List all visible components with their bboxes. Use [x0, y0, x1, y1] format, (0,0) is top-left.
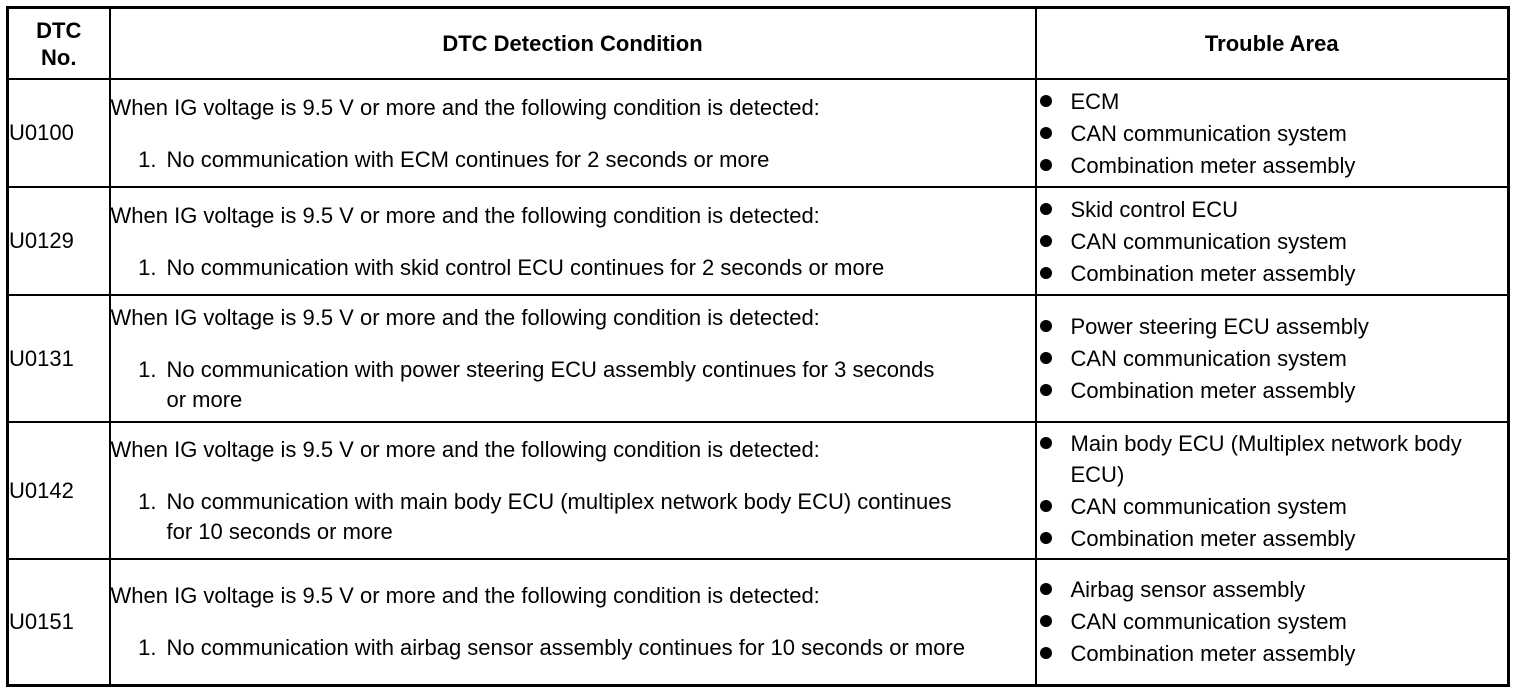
condition-item — [111, 487, 1035, 547]
trouble-area-item: ECM — [1070, 88, 1120, 114]
list-item — [1037, 375, 1508, 406]
trouble-area-item: CAN communication system — [1070, 609, 1347, 635]
trouble-area-item: CAN communication system — [1070, 493, 1347, 519]
trouble-area-list — [1037, 311, 1508, 406]
trouble-area — [1036, 79, 1509, 187]
condition-intro: When IG voltage is 9.5 V or more and the following condition is detected: — [110, 202, 820, 228]
trouble-area-item: CAN communication system — [1070, 120, 1347, 146]
condition-item-number: 1. — [138, 489, 157, 514]
header-trouble-area: Trouble Area — [1036, 8, 1509, 80]
dtc-code: U0129 — [8, 187, 110, 295]
list-item — [1037, 428, 1508, 490]
list-item — [1037, 638, 1508, 669]
bullet-icon — [1040, 647, 1052, 659]
trouble-area-item: Skid control ECU — [1070, 196, 1239, 222]
trouble-area-item: Combination meter assembly — [1070, 525, 1356, 551]
list-item — [1037, 194, 1508, 225]
trouble-area-item: Airbag sensor assembly — [1070, 577, 1306, 603]
trouble-area — [1036, 559, 1509, 685]
table-row — [8, 422, 1509, 559]
list-item — [1037, 574, 1508, 605]
list-item — [1037, 343, 1508, 374]
table-row — [8, 295, 1509, 422]
trouble-area — [1036, 422, 1509, 559]
trouble-area — [1036, 187, 1509, 295]
header-detection-condition: DTC Detection Condition — [110, 8, 1036, 80]
trouble-area-list — [1037, 194, 1508, 289]
condition-item-text: No communication with skid control ECU continues for 2 seconds or more — [166, 254, 885, 280]
condition-item-number: 1. — [138, 146, 157, 172]
dtc-table — [6, 6, 1510, 687]
detection-condition — [110, 422, 1036, 559]
bullet-icon — [1040, 384, 1052, 396]
condition-item — [111, 355, 1035, 415]
trouble-area — [1036, 295, 1509, 422]
bullet-icon — [1040, 320, 1052, 332]
trouble-area-item: Combination meter assembly — [1070, 378, 1356, 403]
list-item — [1037, 150, 1508, 181]
table-row — [8, 187, 1509, 295]
dtc-code: U0142 — [8, 422, 110, 559]
bullet-icon — [1040, 583, 1052, 595]
trouble-area-item: Combination meter assembly — [1070, 152, 1356, 178]
bullet-icon — [1040, 235, 1052, 247]
list-item — [1037, 86, 1508, 117]
condition-item-text: No communication with power steering ECU assembly continues for 3 seconds or more — [166, 357, 935, 412]
condition-item — [111, 145, 1035, 175]
list-item — [1037, 118, 1508, 149]
dtc-code: U0100 — [8, 79, 110, 187]
bullet-icon — [1040, 532, 1052, 544]
table-row — [8, 79, 1509, 187]
bullet-icon — [1040, 352, 1052, 364]
condition-item-number: 1. — [138, 254, 157, 280]
trouble-area-item: Combination meter assembly — [1070, 260, 1356, 286]
bullet-icon — [1040, 437, 1052, 449]
detection-condition — [110, 187, 1036, 295]
dtc-table-container — [6, 6, 1510, 687]
bullet-icon — [1040, 95, 1052, 107]
bullet-icon — [1040, 203, 1052, 215]
dtc-code: U0131 — [8, 295, 110, 422]
trouble-area-list — [1037, 428, 1508, 554]
header-dtc-no: DTC No. — [8, 8, 110, 80]
bullet-icon — [1040, 267, 1052, 279]
condition-intro: When IG voltage is 9.5 V or more and the following condition is detected: — [110, 305, 820, 330]
trouble-area-item: CAN communication system — [1070, 228, 1347, 254]
trouble-area-list — [1037, 574, 1508, 669]
list-item — [1037, 226, 1508, 257]
table-row — [8, 559, 1509, 685]
trouble-area-item: Main body ECU (Multiplex network body ECU) — [1070, 430, 1462, 487]
dtc-code: U0151 — [8, 559, 110, 685]
list-item — [1037, 258, 1508, 289]
list-item — [1037, 491, 1508, 522]
trouble-area-item: CAN communication system — [1070, 346, 1347, 371]
condition-intro: When IG voltage is 9.5 V or more and the following condition is detected: — [110, 437, 820, 462]
bullet-icon — [1040, 127, 1052, 139]
detection-condition — [110, 295, 1036, 422]
condition-item-number: 1. — [138, 635, 157, 661]
condition-intro: When IG voltage is 9.5 V or more and the following condition is detected: — [110, 583, 820, 609]
condition-item — [111, 633, 1035, 663]
condition-item-text: No communication with main body ECU (multiplex network body ECU) continues for 10 seconds or more — [166, 489, 952, 544]
bullet-icon — [1040, 615, 1052, 627]
condition-item — [111, 253, 1035, 283]
trouble-area-item: Combination meter assembly — [1070, 641, 1356, 667]
bullet-icon — [1040, 159, 1052, 171]
list-item — [1037, 606, 1508, 637]
trouble-area-list — [1037, 86, 1508, 181]
trouble-area-item: Power steering ECU assembly — [1070, 314, 1369, 339]
condition-item-text: No communication with airbag sensor assembly continues for 10 seconds or more — [166, 635, 965, 661]
bullet-icon — [1040, 500, 1052, 512]
table-header-row — [8, 8, 1509, 80]
detection-condition — [110, 559, 1036, 685]
list-item — [1037, 523, 1508, 554]
condition-item-number: 1. — [138, 357, 157, 382]
list-item — [1037, 311, 1508, 342]
condition-item-text: No communication with ECM continues for 2 seconds or more — [166, 146, 770, 172]
detection-condition — [110, 79, 1036, 187]
condition-intro: When IG voltage is 9.5 V or more and the following condition is detected: — [110, 94, 820, 120]
